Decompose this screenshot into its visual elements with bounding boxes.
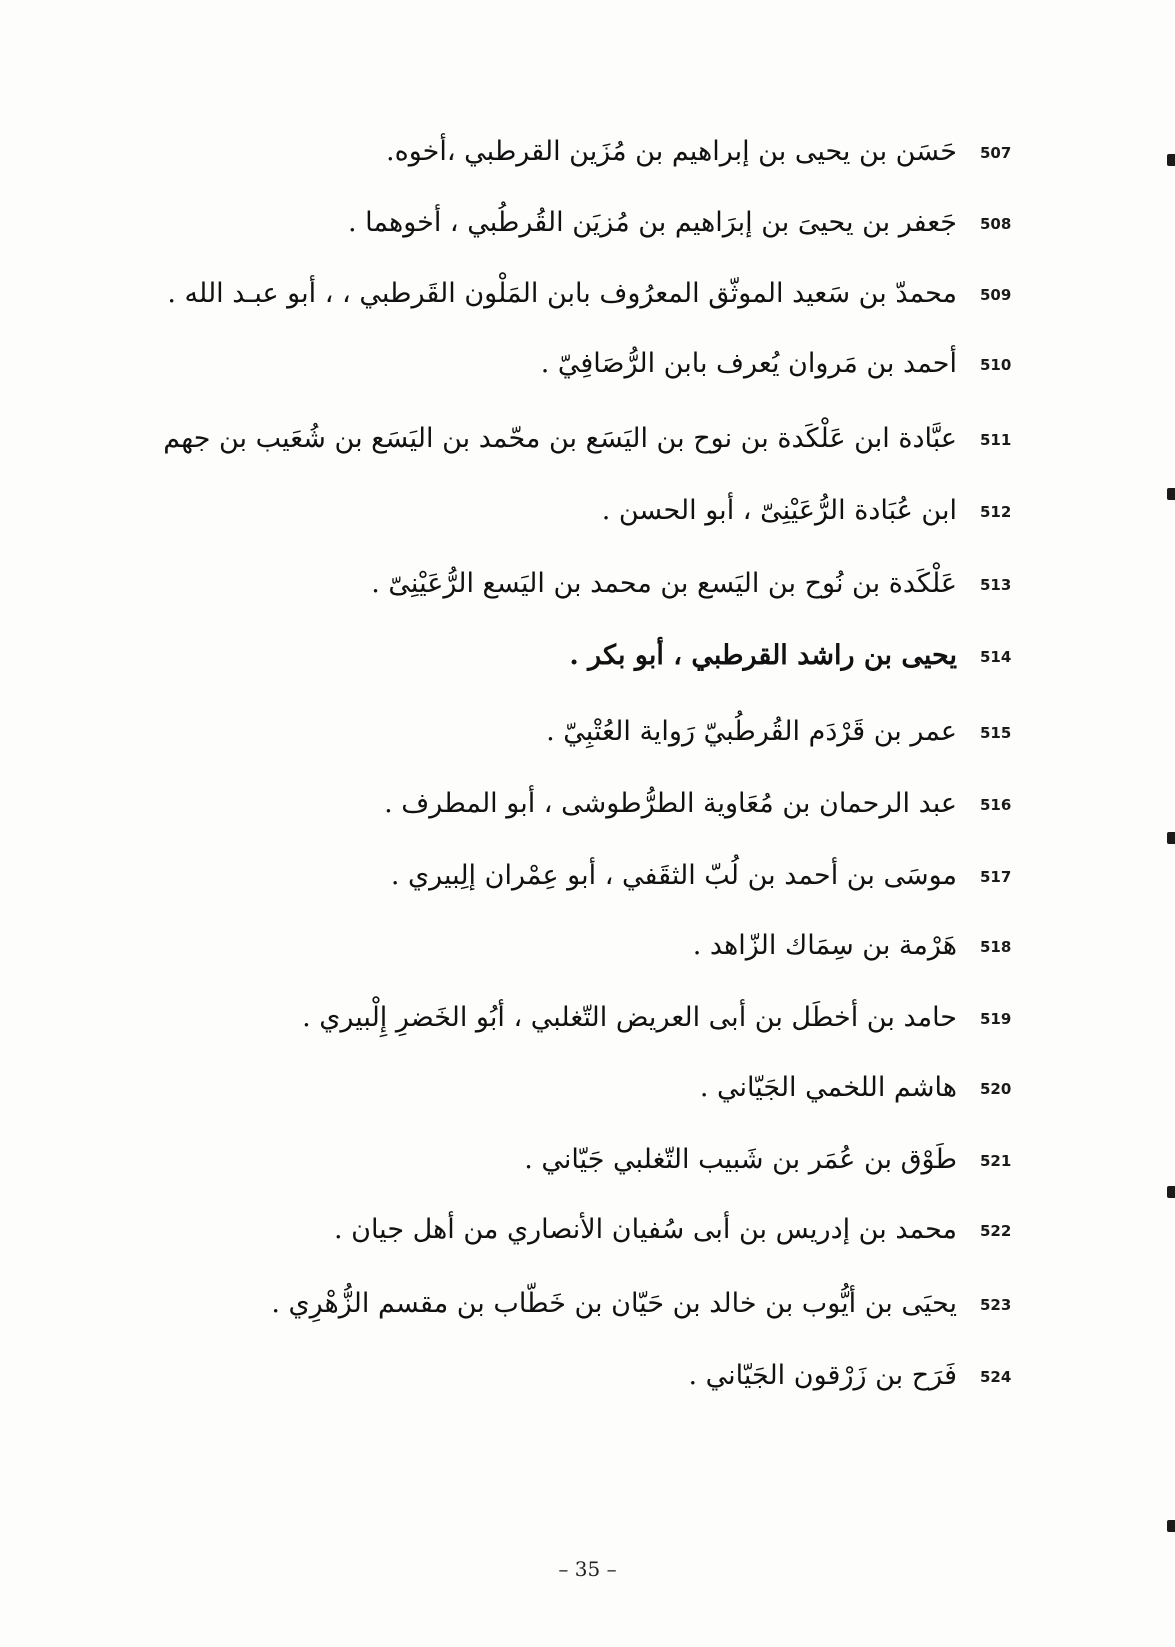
- entry-text: عبَّادة ابن عَلْكَدة بن نوح بن اليَسَع بن محّمد بن اليَسَع بن شُعَيب بن جهم: [163, 423, 957, 454]
- entry-text: عبد الرحمان بن مُعَاوية الطرُّطوشى ، أبو المطرف .: [384, 788, 957, 819]
- entry-text: محمدّ بن سَعيد الموثّق المعرُوف بابن المَلْون القَرطبي ، ، أبو عبـد الله .: [167, 278, 957, 309]
- entry-text: موسَى بن أحمد بن لُبّ الثقَفي ، أبو عِمْران إلِبيري .: [390, 860, 957, 891]
- entry-text: فَرَح بن زَرْقون الجَيّاني .: [688, 1360, 957, 1391]
- entry-text: هَرْمة بن سِمَاك الزّاهد .: [692, 930, 957, 961]
- entry-number: 519: [980, 1010, 1012, 1028]
- scan-edge-mark: [1167, 154, 1175, 166]
- entry-number: 507: [980, 144, 1012, 162]
- entry-509: [0, 270, 1175, 326]
- page-number: – 35 –: [558, 1557, 617, 1581]
- entry-number: 513: [980, 576, 1012, 594]
- scan-edge-mark: [1167, 488, 1175, 500]
- entry-number: 517: [980, 868, 1012, 886]
- scan-edge-mark: [1167, 1520, 1175, 1532]
- entry-text: هاشم اللخمي الجَيّاني .: [699, 1072, 957, 1103]
- entry-510: [0, 340, 1175, 396]
- entry-text: عَلْكَدة بن نُوح بن اليَسع بن محمد بن اليَسع الرُّعَيْنِىّ .: [371, 568, 957, 599]
- entry-number: 522: [980, 1222, 1012, 1240]
- entry-number: 523: [980, 1296, 1012, 1314]
- entry-number: 512: [980, 503, 1012, 521]
- entry-number: 516: [980, 796, 1012, 814]
- entry-number: 508: [980, 215, 1012, 233]
- scan-edge-mark: [1167, 1186, 1175, 1198]
- entry-text: عمر بن قَرْدَم القُرطُبيّ رَواية العُتْبِيّ .: [546, 716, 957, 747]
- entry-text: طَوْق بن عُمَر بن شَبيب التّغلبي جَيّاني .: [524, 1144, 957, 1175]
- entry-511: [0, 415, 1175, 471]
- entry-523: [0, 1280, 1175, 1336]
- entry-number: 509: [980, 286, 1012, 304]
- entry-508: [0, 199, 1175, 255]
- entry-number: 515: [980, 724, 1012, 742]
- entry-number: 520: [980, 1080, 1012, 1098]
- entry-number: 514: [980, 648, 1012, 666]
- entry-519: [0, 994, 1175, 1050]
- entry-text: أحمد بن مَروان يُعرف بابن الرُّصَافِيّ .: [540, 348, 957, 379]
- entry-522: [0, 1206, 1175, 1262]
- entry-520: [0, 1064, 1175, 1120]
- entry-text: محمد بن إدريس بن أبى سُفيان الأنصاري من أهل جيان .: [333, 1214, 957, 1245]
- entry-518: [0, 922, 1175, 978]
- entry-513: [0, 560, 1175, 616]
- entry-507: [0, 128, 1175, 184]
- entry-number: 521: [980, 1152, 1012, 1170]
- entry-number: 524: [980, 1368, 1012, 1386]
- entry-517: [0, 852, 1175, 908]
- entry-text: حامد بن أخطَل بن أبى العريض التّغلبي ، أبُو الخَضرِ إِلْبيري .: [302, 1002, 957, 1033]
- entry-512: [0, 487, 1175, 543]
- entry-text: يحيَى بن أيُّوب بن خالد بن حَيّان بن خَطّاب بن مقسم الزُّهْرِي .: [271, 1288, 957, 1319]
- entry-text: يحيى بن راشد القرطبي ، أبو بكر .: [569, 640, 957, 671]
- entry-number: 511: [980, 431, 1012, 449]
- entry-text: حَسَن بن يحيى بن إبراهيم بن مُزَين القرطبي ،أخوه.: [386, 136, 957, 167]
- entry-524: [0, 1352, 1175, 1408]
- entry-text: ابن عُبَادة الرُّعَيْنِىّ ، أبو الحسن .: [601, 495, 957, 526]
- entry-514: [0, 632, 1175, 688]
- entry-number: 518: [980, 938, 1012, 956]
- entry-text: جَعفر بن يحيىَ بن إبرَاهيم بن مُزيَن القُرطُبي ، أخوهما .: [347, 207, 957, 238]
- scan-edge-mark: [1167, 832, 1175, 844]
- entry-516: [0, 780, 1175, 836]
- entry-number: 510: [980, 356, 1012, 374]
- entry-515: [0, 708, 1175, 764]
- entry-521: [0, 1136, 1175, 1192]
